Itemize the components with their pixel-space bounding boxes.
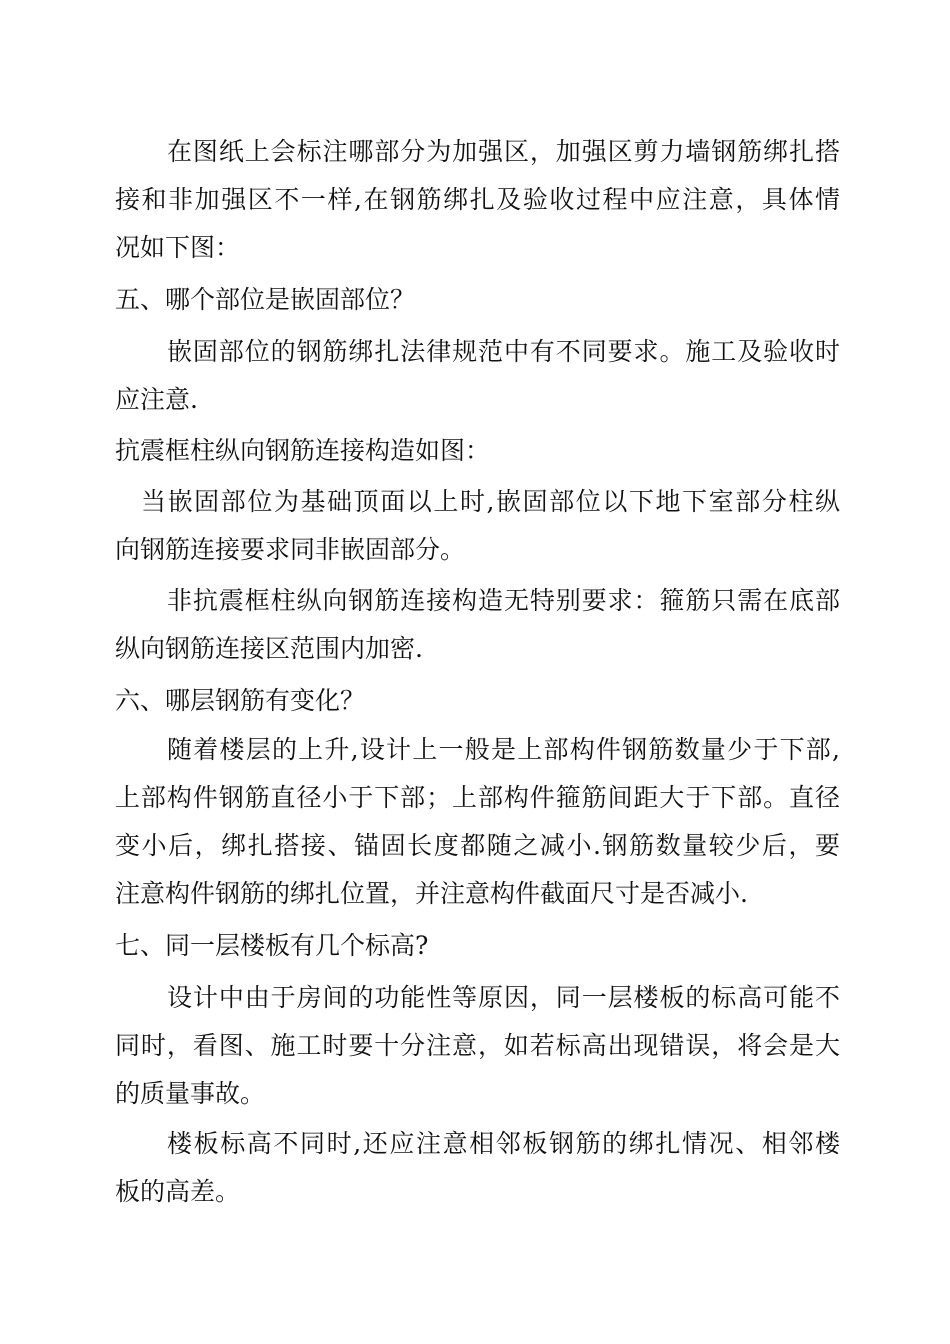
paragraph-line: 当嵌固部位为基础顶面以上时,嵌固部位以下地下室部分柱纵 [141, 487, 840, 516]
paragraph-line: 况如下图： [115, 233, 241, 262]
paragraph-line: 注意构件钢筋的绑扎位置，并注意构件截面尺寸是否减小. [115, 879, 748, 908]
paragraph-line: 板的高差。 [115, 1177, 241, 1206]
paragraph-line: 变小后，绑扎搭接、锚固长度都随之减小.钢筋数量较少后，要 [115, 831, 840, 860]
section-heading: 五、哪个部位是嵌固部位？ [115, 285, 416, 314]
paragraph-line: 嵌固部位的钢筋绑扎法律规范中有不同要求。施工及验收时 [167, 337, 840, 366]
paragraph-line: 接和非加强区不一样,在钢筋绑扎及验收过程中应注意，具体情 [115, 185, 840, 214]
paragraph-line: 纵向钢筋连接区范围内加密. [115, 634, 423, 663]
paragraph-line: 楼板标高不同时,还应注意相邻板钢筋的绑扎情况、相邻楼 [167, 1129, 840, 1158]
section-heading: 七、同一层楼板有几个标高? [115, 931, 429, 960]
paragraph-line: 随着楼层的上升,设计上一般是上部构件钢筋数量少于下部, [167, 735, 840, 764]
paragraph-line: 向钢筋连接要求同非嵌固部分。 [115, 535, 466, 564]
paragraph-line: 同时，看图、施工时要十分注意，如若标高出现错误，将会是大 [115, 1031, 840, 1060]
paragraph-line: 在图纸上会标注哪部分为加强区，加强区剪力墙钢筋绑扎搭 [167, 137, 840, 166]
paragraph-line: 抗震框柱纵向钢筋连接构造如图： [115, 436, 491, 465]
section-heading: 六、哪层钢筋有变化？ [115, 686, 366, 715]
paragraph-line: 上部构件钢筋直径小于下部；上部构件箍筋间距大于下部。直径 [115, 783, 840, 812]
paragraph-line: 的质量事故。 [115, 1079, 266, 1108]
paragraph-line: 设计中由于房间的功能性等原因，同一层楼板的标高可能不 [167, 983, 840, 1012]
paragraph-line: 非抗震框柱纵向钢筋连接构造无特别要求：箍筋只需在底部 [167, 586, 840, 615]
paragraph-line: 应注意. [115, 385, 198, 414]
